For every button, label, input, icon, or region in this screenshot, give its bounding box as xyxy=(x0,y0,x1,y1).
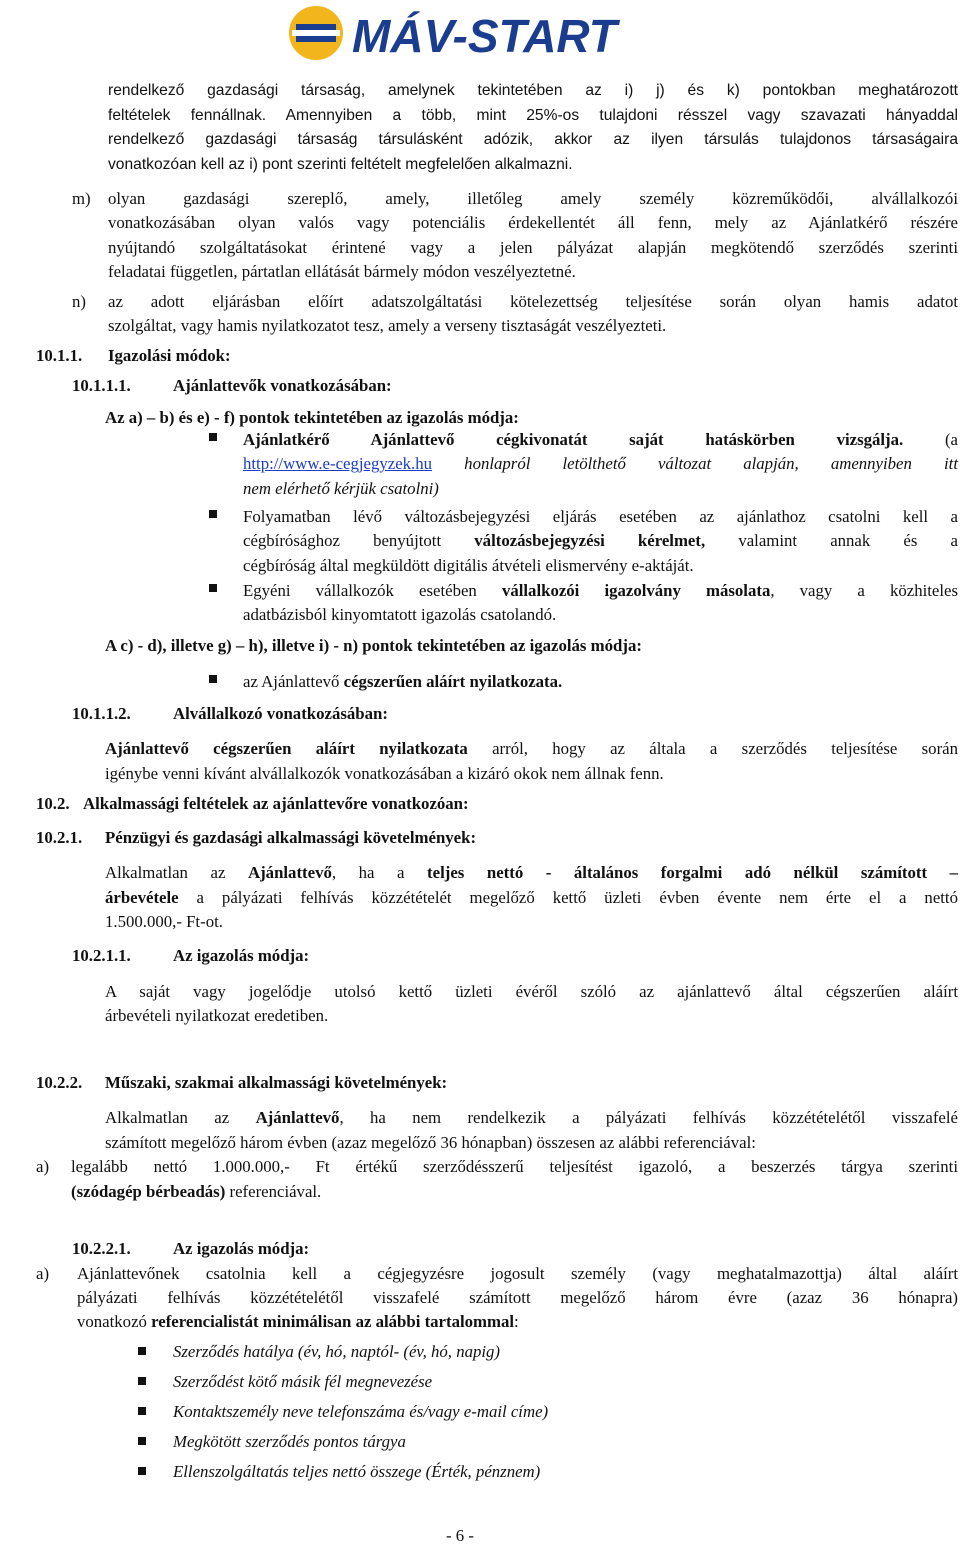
section-10-2-2-a-label: a) xyxy=(36,1157,50,1176)
proof-ab-bullet-1-line-3: nem elérhető kérjük csatolni) xyxy=(243,479,439,498)
proof-ab-bullet-3-line-2: adatbázisból kinyomtatott igazolás csatolandó. xyxy=(243,605,557,624)
section-10-2-2-1-line-1: Ajánlattevőnek csatolnia kell a cégjegyzésre jogosult személy (vagy meghatalmazottja) által aláírt xyxy=(77,1264,958,1283)
bold-span: Ajánlattevő xyxy=(247,863,332,882)
intro-line-2: feltételek fennállnak. Amennyiben a több, mint 25%-os tulajdoni résszel vagy szavazati hányaddal xyxy=(108,107,958,124)
reference-list-item: Szerződést kötő másik fél megnevezése xyxy=(173,1372,433,1391)
bold-span: változásbejegyzési kérelmet, xyxy=(474,531,706,550)
text-span: valamint annak és a xyxy=(738,531,958,550)
section-10-1-1-2-title: Alvállalkozó vonatkozásában: xyxy=(173,704,388,723)
reference-list-item: Kontaktszemély neve telefonszáma és/vagy e-mail címe) xyxy=(173,1402,549,1421)
logo-text: MÁV-START xyxy=(352,10,617,62)
reference-list-item: Szerződés hatálya (év, hó, naptól- (év, hó, napig) xyxy=(173,1342,501,1361)
section-10-2-1-line-2 xyxy=(105,886,958,911)
item-m-line-1: olyan gazdasági szereplő, amely, illetőleg amely személy közreműködői, alvállalkozói xyxy=(108,189,958,208)
text-span: Alkalmatlan az xyxy=(105,1108,230,1127)
text-span: referenciával. xyxy=(229,1182,322,1201)
section-10-1-1-2-number: 10.1.1.2. xyxy=(72,704,131,723)
proof-ab-bullet-2-line-3: cégbíróság által megküldött digitális átvételi elismervény e-aktáját. xyxy=(243,556,694,575)
bold-span: Ajánlattevő xyxy=(255,1108,340,1127)
bullet-icon xyxy=(138,1377,146,1385)
proof-ab-bullet-2-line-1: Folyamatban lévő változásbejegyzési eljárás esetében az ajánlathoz csatolni kell a xyxy=(243,507,958,526)
proof-ab-bullet-1-bold: Ajánlatkérő Ajánlattevő cégkivonatát saját hatáskörben vizsgálja. xyxy=(243,430,904,449)
bold-span: Ajánlattevő cégszerűen aláírt nyilatkozata xyxy=(105,739,468,758)
text-span: az Ajánlattevő xyxy=(243,672,340,691)
bullet-icon xyxy=(138,1347,146,1355)
section-10-1-1-2-line-2: igénybe venni kívánt alvállalkozók vonatkozásában a kizáró okok nem állnak fenn. xyxy=(105,764,664,783)
section-10-2-2-line-2: számított megelőző három évben (azaz megelőző 36 hónapban) összesen az alábbi referenciával: xyxy=(105,1133,756,1152)
item-n-label: n) xyxy=(72,292,86,311)
section-10-2-2-a-line-2 xyxy=(71,1180,958,1205)
bold-span: referencialistát minimálisan az alábbi tartalommal xyxy=(151,1312,515,1331)
mav-start-logo xyxy=(286,2,636,64)
section-10-2-1-1-number: 10.2.1.1. xyxy=(72,946,131,965)
page-number: - 6 - xyxy=(446,1526,474,1545)
proof-ab-bullet-1-line-2 xyxy=(243,452,958,477)
section-10-1-1-number: 10.1.1. xyxy=(36,346,83,365)
section-10-2-2-title: Műszaki, szakmai alkalmassági követelmények: xyxy=(105,1073,448,1092)
bullet-icon xyxy=(209,584,217,592)
proof-cn-heading: A c) - d), illetve g) – h), illetve i) - n) pontok tekintetében az igazolás módja: xyxy=(105,636,642,655)
bold-span: teljes nettó - általános forgalmi adó nélkül számított – xyxy=(427,863,958,882)
bullet-icon xyxy=(138,1407,146,1415)
proof-cn-bullet-1 xyxy=(243,670,562,695)
proof-ab-bullet-2-line-2 xyxy=(243,529,958,554)
text-span: arról, hogy az általa a szerződés teljesítése során xyxy=(492,739,959,758)
section-10-1-1-title: Igazolási módok: xyxy=(108,346,231,365)
text-span: a pályázati felhívás közzétételét megelőző kettő üzleti évben évente nem érte el a nettó xyxy=(196,888,958,907)
section-10-2-1-number: 10.2.1. xyxy=(36,828,83,847)
bold-span: árbevétele xyxy=(105,888,179,907)
bullet-icon xyxy=(209,433,217,441)
proof-ab-bullet-1-tail: (a xyxy=(944,430,958,449)
text-span: Egyéni vállalkozók esetében xyxy=(243,581,477,600)
item-n-line-1: az adott eljárásban előírt adatszolgáltatási kötelezettség teljesítése során olyan hamis adatot xyxy=(108,292,958,311)
bold-span: (szódagép bérbeadás) xyxy=(71,1182,226,1201)
proof-ab-bullet-1-italic-1: honlapról letölthető változat alapján, amennyiben itt xyxy=(464,454,959,473)
section-10-2-2-number: 10.2.2. xyxy=(36,1073,83,1092)
bullet-icon xyxy=(138,1437,146,1445)
intro-line-4: vonatkozóan kell az i) pont szerinti feltételt megfelelően alkalmazni. xyxy=(108,156,573,173)
section-10-2-2-line-1 xyxy=(105,1106,958,1131)
section-10-2-2-1-line-3 xyxy=(77,1310,958,1335)
section-10-2-title: Alkalmassági feltételek az ajánlattevőre vonatkozóan: xyxy=(83,794,469,813)
section-10-2-number: 10.2. xyxy=(36,794,70,813)
text-span: Alkalmatlan az xyxy=(105,863,226,882)
bullet-icon xyxy=(209,510,217,518)
section-10-1-1-1-title: Ajánlattevők vonatkozásában: xyxy=(173,376,392,395)
bold-span: vállalkozói igazolvány másolata xyxy=(501,581,771,600)
intro-line-1: rendelkező gazdasági társaság, amelynek tekintetében az i) j) és k) pontokban meghatározott xyxy=(108,82,958,99)
section-10-2-2-1-title: Az igazolás módja: xyxy=(173,1239,310,1258)
text-span: vonatkozó xyxy=(77,1312,147,1331)
item-m-label: m) xyxy=(72,189,91,208)
text-span: , ha nem rendelkezik a pályázati felhívás közzétételétől visszafelé xyxy=(339,1108,958,1127)
reference-list-item: Ellenszolgáltatás teljes nettó összege (Érték, pénznem) xyxy=(173,1462,541,1481)
proof-ab-bullet-1-line-1 xyxy=(243,428,958,453)
item-m-line-4: feladatai független, pártatlan ellátását bármely módon veszélyeztetné. xyxy=(108,262,576,281)
intro-line-3: rendelkező gazdasági társaság társulásként adózik, akkor az ilyen társulás tulajdonos társaságaira xyxy=(108,131,958,148)
section-10-2-1-line-3: 1.500.000,- Ft-ot. xyxy=(105,912,223,931)
reference-list-item: Megkötött szerződés pontos tárgya xyxy=(173,1432,406,1451)
section-10-2-1-1-line-2: árbevételi nyilatkozat eredetiben. xyxy=(105,1006,329,1025)
text-span: , ha a xyxy=(331,863,405,882)
section-10-2-1-1-line-1: A saját vagy jogelődje utolsó kettő üzleti évéről szóló az ajánlattevő által cégszerűen aláírt xyxy=(105,982,958,1001)
bullet-icon xyxy=(209,675,217,683)
section-10-1-1-1-number: 10.1.1.1. xyxy=(72,376,131,395)
section-10-2-2-1-a-label: a) xyxy=(36,1264,50,1283)
section-10-1-1-2-line-1 xyxy=(105,737,958,762)
item-m-line-2: vonatkozásában olyan valós vagy potenciális érdekellentét áll fenn, mely az Ajánlatkérő részére xyxy=(108,213,958,232)
item-n-line-2: szolgáltat, vagy hamis nyilatkozatot tesz, amely a verseny tisztaságát veszélyezteti. xyxy=(108,316,667,335)
text-span: cégbírósághoz benyújtott xyxy=(243,531,442,550)
section-10-2-1-line-1 xyxy=(105,861,958,886)
proof-ab-heading: Az a) – b) és e) - f) pontok tekintetében az igazolás módja: xyxy=(105,408,519,427)
section-10-2-2-1-line-2: pályázati felhívás közzétételétől visszafelé számított megelőző három évre (azaz 36 hónapra) xyxy=(77,1288,958,1307)
section-10-2-2-1-number: 10.2.2.1. xyxy=(72,1239,131,1258)
section-10-2-2-a-line-1: legalább nettó 1.000.000,- Ft értékű szerződésszerű teljesítést igazoló, a beszerzés tárgya szerinti xyxy=(71,1157,958,1176)
proof-ab-bullet-3-line-1 xyxy=(243,579,958,604)
section-10-2-1-1-title: Az igazolás módja: xyxy=(173,946,310,965)
text-span: , vagy a közhiteles xyxy=(770,581,958,600)
section-10-2-1-title: Pénzügyi és gazdasági alkalmassági követelmények: xyxy=(105,828,477,847)
bullet-icon xyxy=(138,1467,146,1475)
cegjegyzek-link[interactable]: http://www.e-cegjegyzek.hu xyxy=(243,454,433,473)
text-span: : xyxy=(514,1312,519,1331)
item-m-line-3: nyújtandó szolgáltatásokat érintené vagy a jelen pályázat alapján megkötendő szerződés szerinti xyxy=(108,238,958,257)
bold-span: cégszerűen aláírt nyilatkozata. xyxy=(343,672,563,691)
